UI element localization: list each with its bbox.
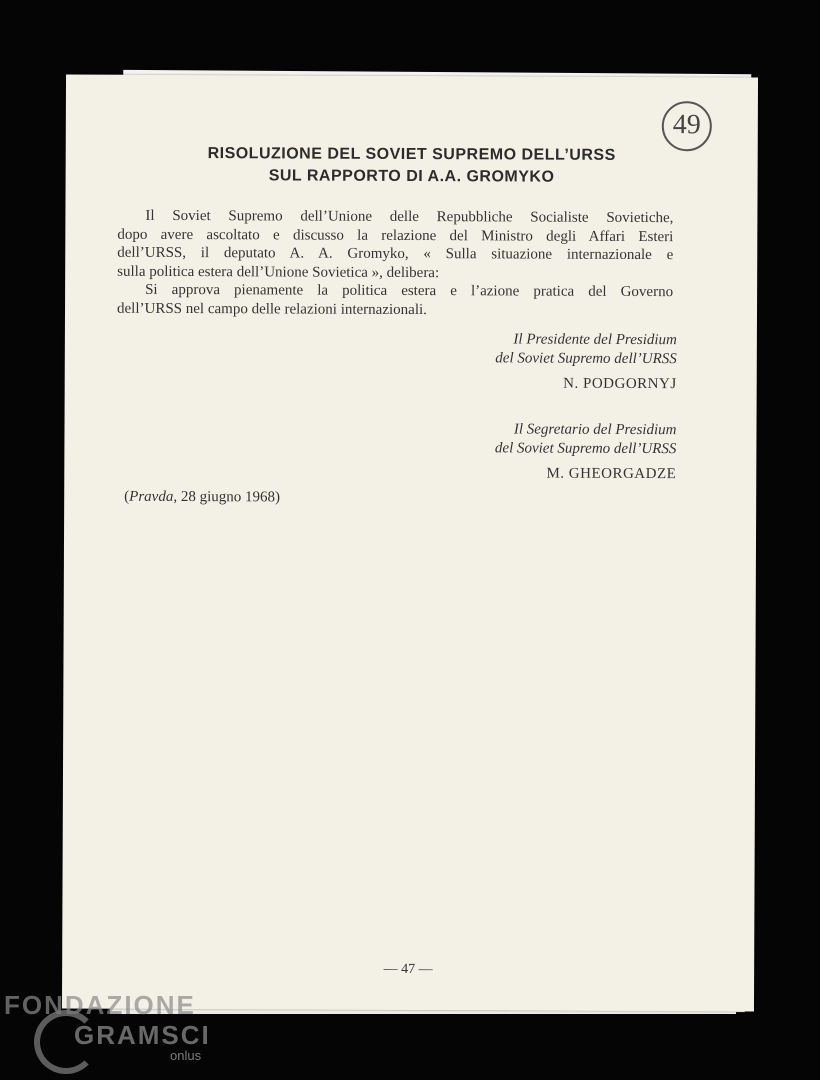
document-title-line1: RISOLUZIONE DEL SOVIET SUPREMO DELL’URSS (207, 145, 616, 164)
signature-role: del Soviet Supremo dell’URSS (495, 350, 677, 368)
watermark-line1: FONDAZIONE (4, 990, 196, 1020)
watermark-line2: GRAMSCI (74, 1020, 211, 1050)
document-page (62, 74, 758, 1011)
source-date: , 28 giugno 1968) (173, 488, 281, 506)
body-line: Si approva pienamente la politica estera e l’azione pratica del Governo (145, 281, 674, 301)
page-number: — 47 — (383, 961, 433, 978)
fondazione-gramsci-watermark (4, 990, 264, 1075)
source-citation: (Pravda, 28 giugno 1968) (124, 488, 281, 506)
signature-president (495, 330, 677, 394)
body-line: sulla politica estera dell’Unione Sovietica », delibera: (117, 263, 440, 281)
signature-role: del Soviet Supremo dell’URSS (494, 440, 677, 458)
archive-stamp: 49 (662, 101, 712, 151)
signature-secretary (495, 420, 677, 484)
signature-role: Il Presidente del Presidium (513, 331, 677, 349)
signature-name: N. PODGORNYJ (563, 375, 677, 393)
signature-role: Il Segretario del Presidium (513, 421, 677, 439)
resolution-text (117, 207, 673, 320)
document-title-line2: SUL RAPPORTO DI A.A. GROMYKO (268, 167, 555, 186)
source-publication: Pravda (129, 488, 174, 505)
signature-name: M. GHEORGADZE (546, 465, 677, 483)
body-line: dell’URSS nel campo delle relazioni internazionali. (116, 300, 427, 318)
body-line: dell’URSS, il deputato A. A. Gromyko, « Sulla situazione internazionale e (117, 244, 674, 264)
body-line: dopo avere ascoltato e discusso la relazione del Ministro degli Affari Esteri (117, 226, 674, 245)
watermark-suffix: onlus (170, 1048, 202, 1063)
body-line: Il Soviet Supremo dell’Unione delle Repubbliche Socialiste Sovietiche, (145, 207, 674, 227)
